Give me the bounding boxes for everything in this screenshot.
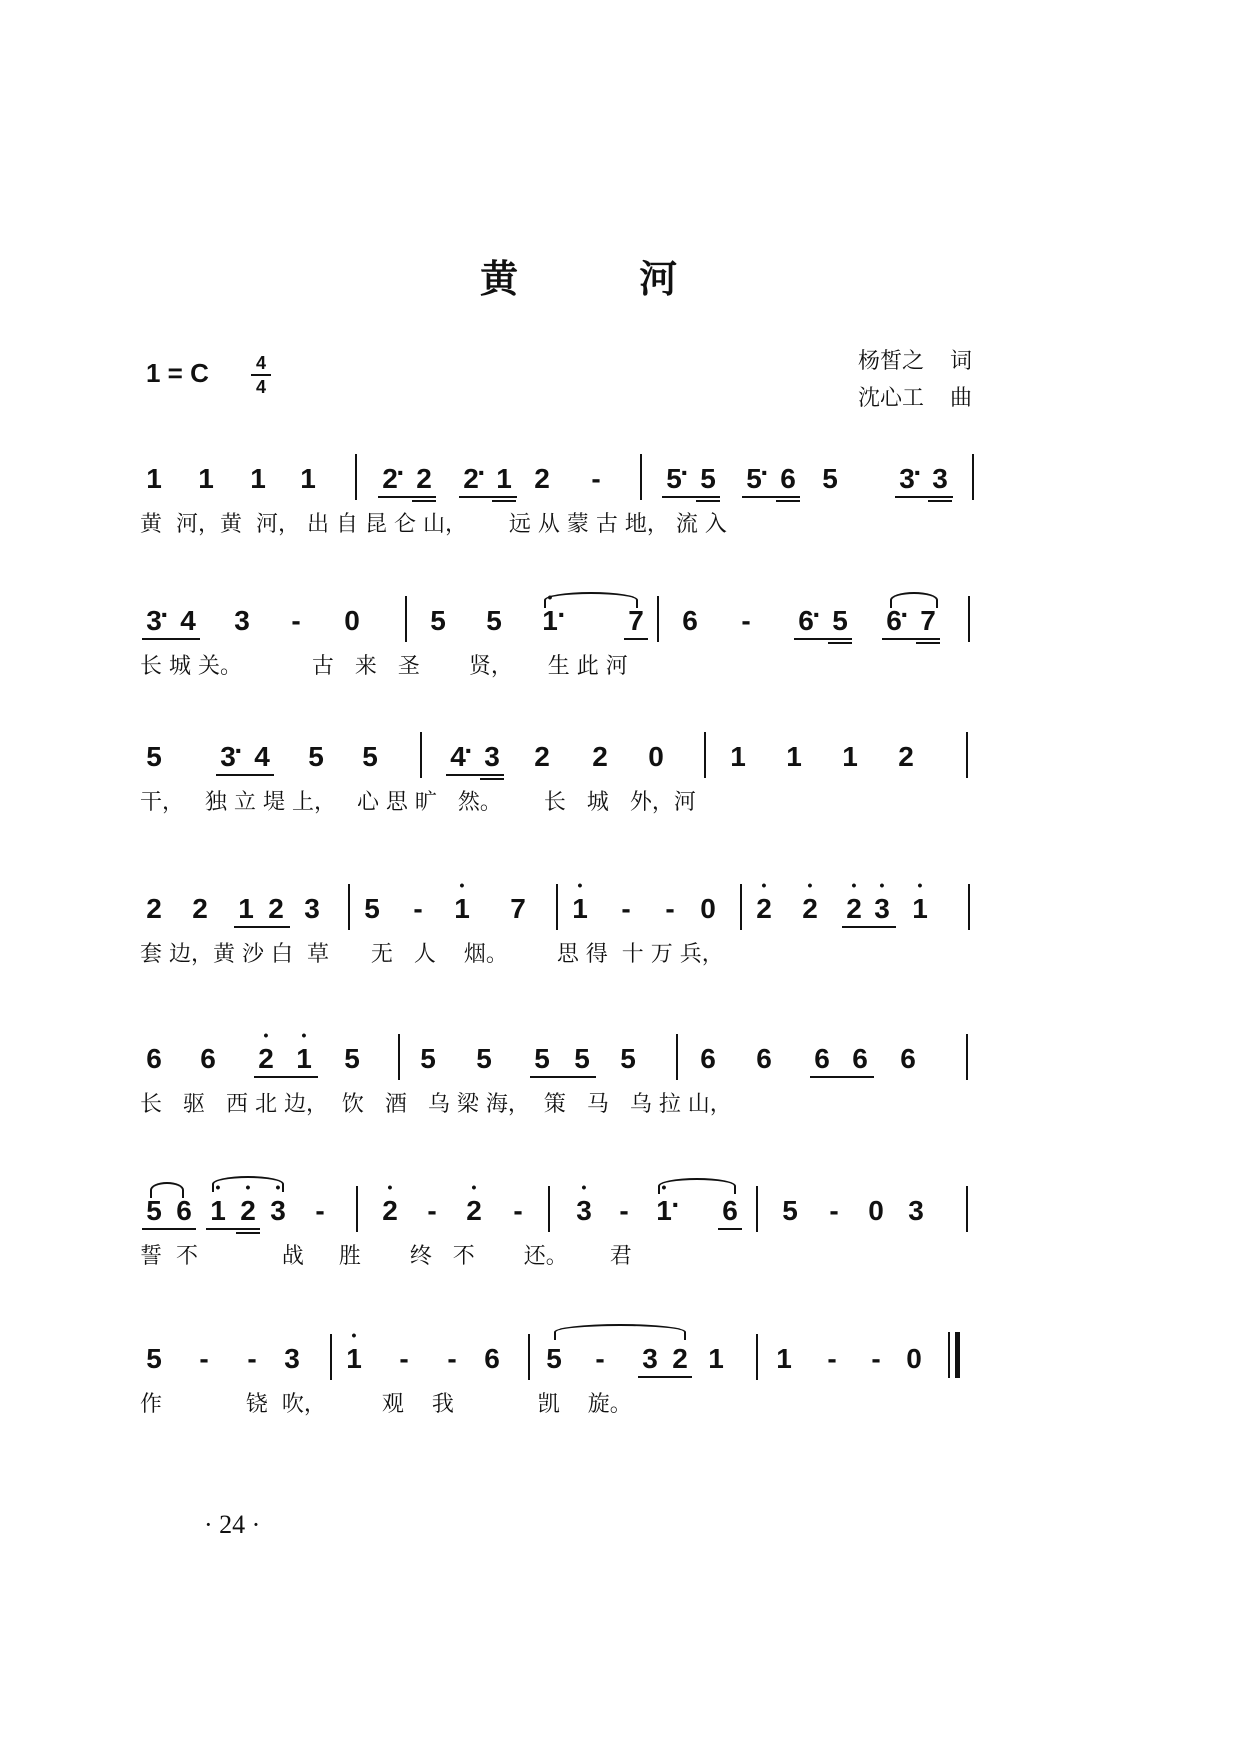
composer-role: 曲	[950, 386, 973, 411]
note: • 2	[234, 1196, 262, 1226]
dot: ·	[396, 457, 406, 488]
note: 6	[176, 1195, 192, 1226]
lyrics-line: 黄 河，黄 河， 出 自 昆 仑 山， 远 从 蒙 古 地， 流 入	[140, 512, 727, 537]
beam	[916, 642, 940, 644]
note: 2	[416, 463, 432, 494]
dot: ·	[160, 599, 170, 630]
beam	[142, 638, 200, 640]
beam	[206, 1228, 260, 1230]
note: 3	[304, 893, 320, 924]
note: 6	[484, 1343, 500, 1374]
note: 0	[700, 893, 716, 924]
note: 6	[722, 1195, 738, 1226]
note: 5	[420, 1043, 436, 1074]
dot: ·	[680, 457, 690, 488]
note: 1	[708, 1343, 724, 1374]
note: 0	[344, 605, 360, 636]
note: 3	[908, 1195, 924, 1226]
beam	[895, 496, 953, 498]
note: • 1	[906, 894, 934, 924]
note: • 2	[460, 1196, 488, 1226]
note: 5	[344, 1043, 360, 1074]
note: 2	[192, 893, 208, 924]
note: 1	[300, 463, 316, 494]
beam	[794, 638, 852, 640]
barline	[548, 1186, 550, 1232]
note: • 1	[566, 894, 594, 924]
note: • 3	[570, 1196, 598, 1226]
beam	[662, 496, 720, 498]
note: 1	[730, 741, 746, 772]
barline	[420, 732, 422, 778]
note: -	[247, 1343, 257, 1374]
dot: ·	[557, 599, 567, 630]
barline	[704, 732, 706, 778]
note: 5	[308, 741, 324, 772]
beam	[378, 496, 436, 498]
barline	[348, 884, 350, 930]
note: • 2	[750, 894, 778, 924]
time-signature-line	[251, 374, 271, 376]
score-system-2	[0, 592, 1241, 712]
beam	[828, 642, 852, 644]
composer-credit	[858, 381, 972, 412]
barline	[756, 1334, 758, 1380]
barline	[966, 732, 968, 778]
lyrics-line: 作 铙 吹， 观 我 凯 旋。	[140, 1392, 632, 1417]
note: • 1	[204, 1196, 232, 1226]
note: 5	[476, 1043, 492, 1074]
lyricist-role: 词	[950, 349, 973, 374]
note: 5	[146, 741, 162, 772]
note: • 2	[376, 1196, 404, 1226]
score-system-6	[0, 1182, 1241, 1302]
beam	[530, 1076, 596, 1078]
note: • 1	[650, 1196, 678, 1226]
note: 5	[430, 605, 446, 636]
beam	[776, 500, 800, 502]
note: -	[829, 1195, 839, 1226]
slur	[554, 1324, 686, 1340]
note: -	[619, 1195, 629, 1226]
barline	[676, 1034, 678, 1080]
dot: ·	[464, 735, 474, 766]
note: -	[399, 1343, 409, 1374]
note: 5	[700, 463, 716, 494]
beam	[234, 926, 290, 928]
note: 5	[362, 741, 378, 772]
beam	[492, 500, 516, 502]
note: 7	[628, 605, 644, 636]
lyrics-line: 干， 独 立 堤 上， 心 思 旷 然。 长 城 外，河	[140, 790, 696, 815]
beam	[810, 1076, 874, 1078]
note: 6	[814, 1043, 830, 1074]
dot: ·	[812, 599, 822, 630]
song-title: 黄 河	[480, 256, 732, 301]
note: • 3	[264, 1196, 292, 1226]
score-system-4	[0, 880, 1241, 1000]
note: 3	[284, 1343, 300, 1374]
beam	[480, 778, 504, 780]
note: -	[291, 605, 301, 636]
note: -	[871, 1343, 881, 1374]
note: 5	[574, 1043, 590, 1074]
barline	[968, 884, 970, 930]
barline	[657, 596, 659, 642]
note: 2	[898, 741, 914, 772]
note: 7	[510, 893, 526, 924]
note: 2	[146, 893, 162, 924]
note: -	[591, 463, 601, 494]
note: 2	[534, 741, 550, 772]
note: 1	[842, 741, 858, 772]
note: • 1	[290, 1044, 318, 1074]
beam	[142, 1228, 196, 1230]
note: 0	[648, 741, 664, 772]
dot: ·	[760, 457, 770, 488]
note: 4	[180, 605, 196, 636]
page-number: · 24 ·	[204, 1510, 261, 1539]
note: 6	[146, 1043, 162, 1074]
note: 3	[642, 1343, 658, 1374]
note: 2	[382, 463, 398, 494]
dot: ·	[234, 735, 244, 766]
note: 5	[546, 1343, 562, 1374]
note: 5	[146, 1343, 162, 1374]
note: 6	[852, 1043, 868, 1074]
note: 5	[146, 1195, 162, 1226]
dot: ·	[671, 1189, 681, 1220]
note: 6	[200, 1043, 216, 1074]
note: • 2	[796, 894, 824, 924]
note: 5	[782, 1195, 798, 1226]
note: 5	[746, 463, 762, 494]
note: 4	[254, 741, 270, 772]
note: 0	[906, 1343, 922, 1374]
barline	[398, 1034, 400, 1080]
note: -	[621, 893, 631, 924]
note: -	[315, 1195, 325, 1226]
slur	[890, 592, 938, 608]
barline	[968, 596, 970, 642]
beam	[236, 1232, 260, 1234]
barline	[356, 1186, 358, 1232]
barline	[405, 596, 407, 642]
beam	[718, 1228, 742, 1230]
note: 6	[700, 1043, 716, 1074]
note: 6	[682, 605, 698, 636]
lyrics-line: 誓 不 战 胜 终 不 还。 君	[140, 1244, 632, 1269]
note: 3	[146, 605, 162, 636]
note: 5	[364, 893, 380, 924]
note: 3	[234, 605, 250, 636]
note: 1	[776, 1343, 792, 1374]
lyricist-credit	[858, 344, 972, 375]
note: -	[827, 1343, 837, 1374]
note: 1	[786, 741, 802, 772]
note: 2	[268, 893, 284, 924]
score-system-1	[0, 450, 1241, 570]
note: 5	[666, 463, 682, 494]
beam	[216, 774, 274, 776]
note: 5	[486, 605, 502, 636]
key-signature: 1 = C	[146, 358, 209, 388]
note: • 2	[252, 1044, 280, 1074]
barline	[355, 454, 357, 500]
note: 7	[920, 605, 936, 636]
note: • 1	[448, 894, 476, 924]
final-barline-thin	[948, 1332, 950, 1378]
note: 1	[198, 463, 214, 494]
note: 3	[484, 741, 500, 772]
beam	[882, 638, 940, 640]
note: -	[741, 605, 751, 636]
beam	[459, 496, 517, 498]
final-barline-thick	[955, 1332, 960, 1378]
barline	[756, 1186, 758, 1232]
note: 4	[450, 741, 466, 772]
note: 5	[832, 605, 848, 636]
note: -	[427, 1195, 437, 1226]
note: -	[199, 1343, 209, 1374]
note: • 2	[840, 894, 868, 924]
slur	[212, 1176, 284, 1192]
note: 0	[868, 1195, 884, 1226]
composer-name: 沈心工	[858, 386, 925, 411]
beam	[928, 500, 952, 502]
time-signature-bottom: 4	[255, 377, 266, 397]
note: 6	[886, 605, 902, 636]
dot: ·	[477, 457, 487, 488]
note: 5	[822, 463, 838, 494]
note: 6	[900, 1043, 916, 1074]
lyrics-line: 套 边，黄 沙 白 草 无 人 烟。 思 得 十 万 兵，	[140, 942, 724, 967]
time-signature	[251, 353, 271, 397]
score-system-5	[0, 1030, 1241, 1150]
score-system-3	[0, 728, 1241, 848]
dot: ·	[913, 457, 923, 488]
barline	[528, 1334, 530, 1380]
beam	[638, 1376, 692, 1378]
lyricist-name: 杨皙之	[858, 349, 925, 374]
time-signature-top: 4	[255, 353, 266, 373]
note: -	[595, 1343, 605, 1374]
note: • 1	[536, 606, 564, 636]
note: 6	[756, 1043, 772, 1074]
barline	[740, 884, 742, 930]
barline	[640, 454, 642, 500]
note: -	[413, 893, 423, 924]
barline	[556, 884, 558, 930]
note: 2	[672, 1343, 688, 1374]
note: 2	[592, 741, 608, 772]
barline	[972, 454, 974, 500]
note: 6	[780, 463, 796, 494]
note: 6	[798, 605, 814, 636]
beam	[696, 500, 720, 502]
note: 5	[620, 1043, 636, 1074]
note: 1	[238, 893, 254, 924]
note: 2	[534, 463, 550, 494]
note: 1	[146, 463, 162, 494]
slur	[150, 1182, 184, 1198]
note: -	[513, 1195, 523, 1226]
note: 3	[899, 463, 915, 494]
beam	[446, 774, 504, 776]
slur	[658, 1178, 736, 1194]
note: • 1	[340, 1344, 368, 1374]
note: 3	[220, 741, 236, 772]
score-system-7	[0, 1330, 1241, 1450]
note: -	[665, 893, 675, 924]
beam	[842, 926, 896, 928]
barline	[966, 1186, 968, 1232]
beam	[624, 638, 648, 640]
barline	[330, 1334, 332, 1380]
note: 1	[496, 463, 512, 494]
note: 1	[250, 463, 266, 494]
lyrics-line: 长 驱 西 北 边， 饮 酒 乌 梁 海， 策 马 乌 拉 山，	[140, 1092, 732, 1117]
beam	[412, 500, 436, 502]
barline	[966, 1034, 968, 1080]
dot: ·	[900, 599, 910, 630]
note: • 3	[868, 894, 896, 924]
note: 3	[932, 463, 948, 494]
lyrics-line: 长 城 关。 古 来 圣 贤， 生 此 河	[140, 654, 628, 679]
beam	[254, 1076, 318, 1078]
note: 5	[534, 1043, 550, 1074]
beam	[742, 496, 800, 498]
note: 2	[463, 463, 479, 494]
note: -	[447, 1343, 457, 1374]
